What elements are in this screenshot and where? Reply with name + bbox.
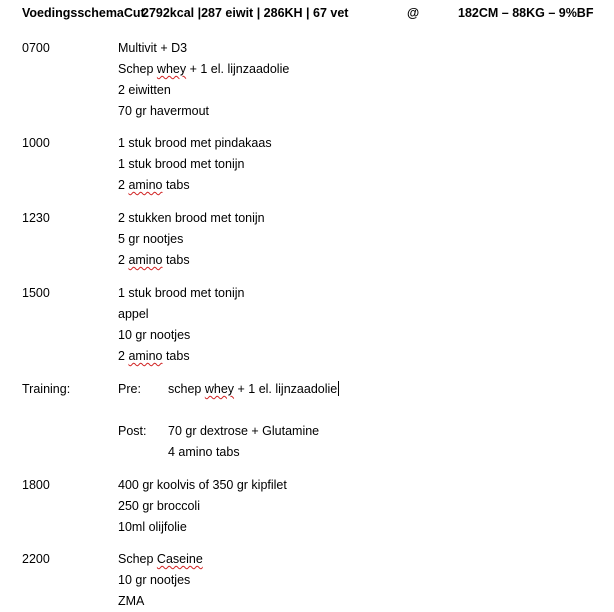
meal-item: 400 gr koolvis of 350 gr kipfilet [118,478,287,492]
meal-time: 0700 [22,41,50,55]
meal-item: 250 gr broccoli [118,499,200,513]
meal-item: Multivit + D3 [118,41,188,55]
meal-item: 2 amino tabs [118,253,190,267]
spellcheck-word: whey [204,382,235,396]
text-cursor [338,381,339,396]
meal-item: ZMA [118,594,145,608]
post-label: Post: [118,424,147,438]
meal-item: 5 gr nootjes [118,232,184,246]
meal-item: 1 stuk brood met tonijn [118,157,245,171]
meal-item: 2 amino tabs [118,349,190,363]
meal-item: Schep whey + 1 el. lijnzaadolie [118,62,290,76]
meal-item: 2 stukken brood met tonijn [118,211,265,225]
meal-item: 70 gr havermout [118,104,210,118]
pre-label: Pre: [118,382,141,396]
meal-item: Schep Caseine [118,552,203,566]
spellcheck-word: amino [128,178,163,192]
meal-item: 2 amino tabs [118,178,190,192]
training-label: Training: [22,382,71,396]
macros-summary: 2792kcal |287 eiwit | 286KH | 67 vet [142,6,349,20]
meal-item: 1 stuk brood met pindakaas [118,136,272,150]
at-sign: @ [407,6,420,20]
meal-time: 2200 [22,552,50,566]
document-title: VoedingsschemaCut [22,6,145,20]
meal-item: 10ml olijfolie [118,520,187,534]
meal-item: 1 stuk brood met tonijn [118,286,245,300]
meal-time: 1000 [22,136,50,150]
spellcheck-word: amino [128,349,163,363]
body-stats: 182CM – 88KG – 9%BF [458,6,594,20]
spellcheck-word: amino [128,253,163,267]
meal-item: 10 gr nootjes [118,573,191,587]
pre-workout-item: schep whey + 1 el. lijnzaadolie [168,382,338,396]
meal-time: 1230 [22,211,50,225]
meal-time: 1500 [22,286,50,300]
spellcheck-word: whey [156,62,187,76]
post-workout-item: 70 gr dextrose + Glutamine [168,424,320,438]
meal-item: appel [118,307,149,321]
meal-item: 2 eiwitten [118,83,171,97]
post-workout-item: 4 amino tabs [168,445,240,459]
meal-item: 10 gr nootjes [118,328,191,342]
spellcheck-word: Caseine [156,552,203,566]
meal-time: 1800 [22,478,50,492]
